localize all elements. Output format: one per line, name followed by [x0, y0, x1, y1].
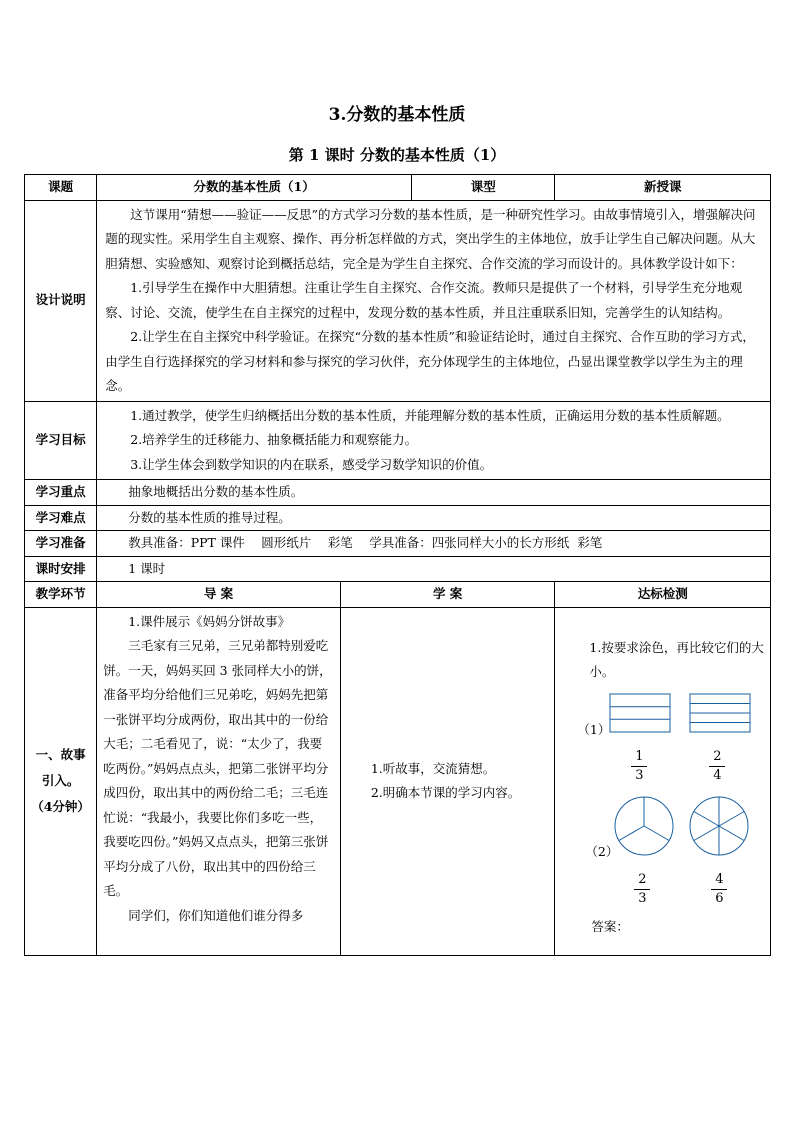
check-prompt: 1.按要求涂色，再比较它们的大小。 [589, 639, 764, 679]
study-item: 2.明确本节课的学习内容。 [370, 785, 521, 800]
rectangle-quarters-figure [689, 693, 751, 733]
fraction-two-quarters: 2 4 [707, 749, 727, 784]
topic-row [25, 175, 771, 201]
schedule-value: 1 课时 [97, 556, 771, 582]
difficulty-label: 学习难点 [25, 505, 97, 531]
topic-label: 课题 [25, 175, 97, 201]
study-item: 1.听故事，交流猜想。 [370, 760, 496, 776]
stage1-study [340, 607, 555, 955]
fraction-two-thirds: 2 3 [632, 872, 652, 907]
stage1-label: 一、故事 引入。 （4分钟） [25, 607, 97, 955]
part1-label: （1） [577, 721, 611, 737]
guide-paragraph: 同学们，你们知道他们谁分得多 [128, 907, 304, 923]
guide-paragraph: 1.课件展示《妈妈分饼故事》 [128, 613, 291, 629]
design-label: 设计说明 [25, 200, 97, 401]
key-value: 抽象地概括出分数的基本性质。 [97, 480, 771, 506]
goals-content [97, 401, 771, 480]
key-label: 学习重点 [25, 480, 97, 506]
goal-item: 2.培养学生的迁移能力、抽象概括能力和观察能力。 [130, 432, 418, 447]
document-title: 3.分数的基本性质 [328, 105, 466, 125]
circle-thirds-figure [613, 795, 675, 857]
prep-label: 学习准备 [25, 531, 97, 557]
design-paragraph: 1.引导学生在操作中大胆猜想。注重让学生自主探究、合作交流。教师只是提供了一个材料，引导学生充分地观察、讨论、交流，使学生在自主探究的过程中，发现分数的基本性质，并且注重联系旧知，完善学生的认知结构。 [105, 280, 743, 320]
goals-row [25, 401, 771, 480]
circle-sixths-figure [688, 795, 750, 857]
stage1-check [555, 607, 771, 955]
rectangle-thirds-figure [609, 693, 671, 733]
schedule-label: 课时安排 [25, 556, 97, 582]
difficulty-row [25, 505, 771, 531]
design-paragraph: 2.让学生在自主探究中科学验证。在探究“分数的基本性质”和验证结论时，通过自主探究、合作互助的学习方式，由学生自行选择探究的学习材料和参与探究的学习伙伴，充分体现学生的主体地位，凸显出课堂教学以学生为主的理念。 [105, 329, 755, 393]
type-label: 课型 [412, 175, 555, 201]
fraction-one-third: 1 3 [629, 749, 649, 784]
key-row [25, 480, 771, 506]
check-header: 达标检测 [555, 582, 771, 608]
goals-label: 学习目标 [25, 401, 97, 480]
design-content [97, 200, 771, 401]
lesson-plan-table [24, 174, 771, 956]
guide-paragraph: 三毛家有三兄弟，三兄弟都特别爱吃饼。一天，妈妈买回 3 张同样大小的饼，准备平均分给他们三兄弟吃，妈妈先把第一张饼平均分成两份，取出其中的一份给大毛；二毛看见了，说：“太少了，我要吃两份。”妈妈点点头，把第二张饼平均分成四份，取出其中的两份给二毛；三毛连忙说：“我最小，我要比你们多吃一些，我要吃四份。”妈妈又点点头，把第三张饼平均分成了八份，取出其中的四份给三毛。 [103, 638, 332, 898]
design-row [25, 200, 771, 401]
prep-row [25, 531, 771, 557]
lesson-subtitle: 第 1 课时 分数的基本性质（1） [288, 146, 506, 164]
study-header: 学 案 [340, 582, 555, 608]
stage-label: 教学环节 [25, 582, 97, 608]
difficulty-value: 分数的基本性质的推导过程。 [97, 505, 771, 531]
design-paragraph: 这节课用“猜想——验证——反思”的方式学习分数的基本性质，是一种研究性学习。由故事情境引入，增强解决问题的现实性。采用学生自主观察、操作、再分析怎样做的方式，突出学生的主体地位，放手让学生自己解决问题。从大胆猜想、实验感知、观察讨论到概括总结，完全是为学生自主探究、合作交流的学习而设计的。具体教学设计如下： [105, 206, 756, 271]
schedule-row [25, 556, 771, 582]
stage-header-row [25, 582, 771, 608]
guide-header: 导 案 [97, 582, 341, 608]
goal-item: 1.通过教学，使学生归纳概括出分数的基本性质，并能理解分数的基本性质，正确运用分数的基本性质解题。 [130, 407, 730, 423]
prep-value: 教具准备：PPT 课件 圆形纸片 彩笔 学具准备：四张同样大小的长方形纸 彩笔 [97, 531, 771, 557]
type-value: 新授课 [555, 175, 771, 201]
topic-value: 分数的基本性质（1） [97, 175, 412, 201]
fraction-four-sixths: 4 6 [709, 872, 729, 907]
goal-item: 3.让学生体会到数学知识的内在联系，感受学习数学知识的价值。 [130, 456, 493, 472]
answer-label: 答案： [591, 918, 629, 934]
part2-label: （2） [585, 843, 619, 859]
stage1-guide [97, 607, 341, 955]
stage1-row [25, 607, 771, 955]
